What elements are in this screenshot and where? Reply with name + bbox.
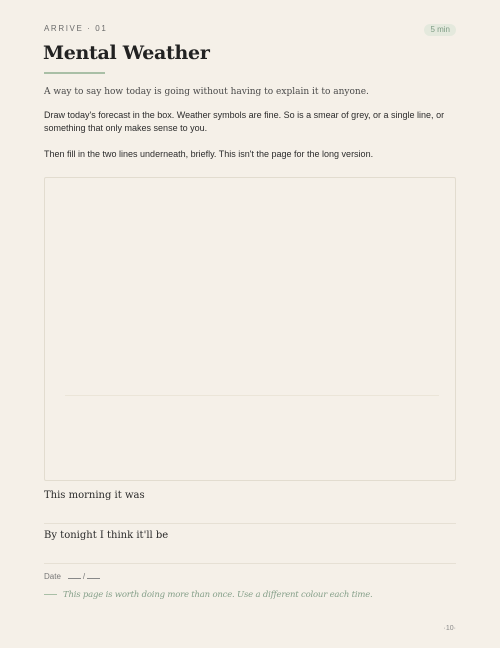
prompt-morning-line[interactable] [44,523,456,524]
drawing-box-guide-line [65,395,439,396]
title-underline [44,72,105,74]
prompt-tonight-label: By tonight I think it'll be [44,530,169,541]
footer-note: This page is worth doing more than once. Use a different colour each time. [63,590,373,600]
date-label: Date [44,572,61,581]
page-subtitle: A way to say how today is going without having to explain it to anyone. [44,87,369,97]
date-separator: / [82,572,86,581]
date-blank-day[interactable] [68,571,81,579]
instruction-paragraph-1: Draw today's forecast in the box. Weather symbols are fine. So is a smear of grey, or a single line, or something that only makes sense to you. [44,110,445,133]
prompt-tonight-line[interactable] [44,563,456,564]
instruction-paragraph-2: Then fill in the two lines underneath, briefly. This isn't the page for the long version. [44,149,374,159]
date-blank-month[interactable] [87,571,100,579]
page-title: Mental Weather [43,42,210,64]
page-number: ·10· [443,625,456,632]
note-dash [44,594,57,595]
time-badge: 5 min [424,24,456,36]
eyebrow-label: ARRIVE · 01 [44,24,108,33]
date-row [44,571,100,582]
prompt-morning-label: This morning it was [44,490,145,501]
drawing-box[interactable] [44,177,456,481]
